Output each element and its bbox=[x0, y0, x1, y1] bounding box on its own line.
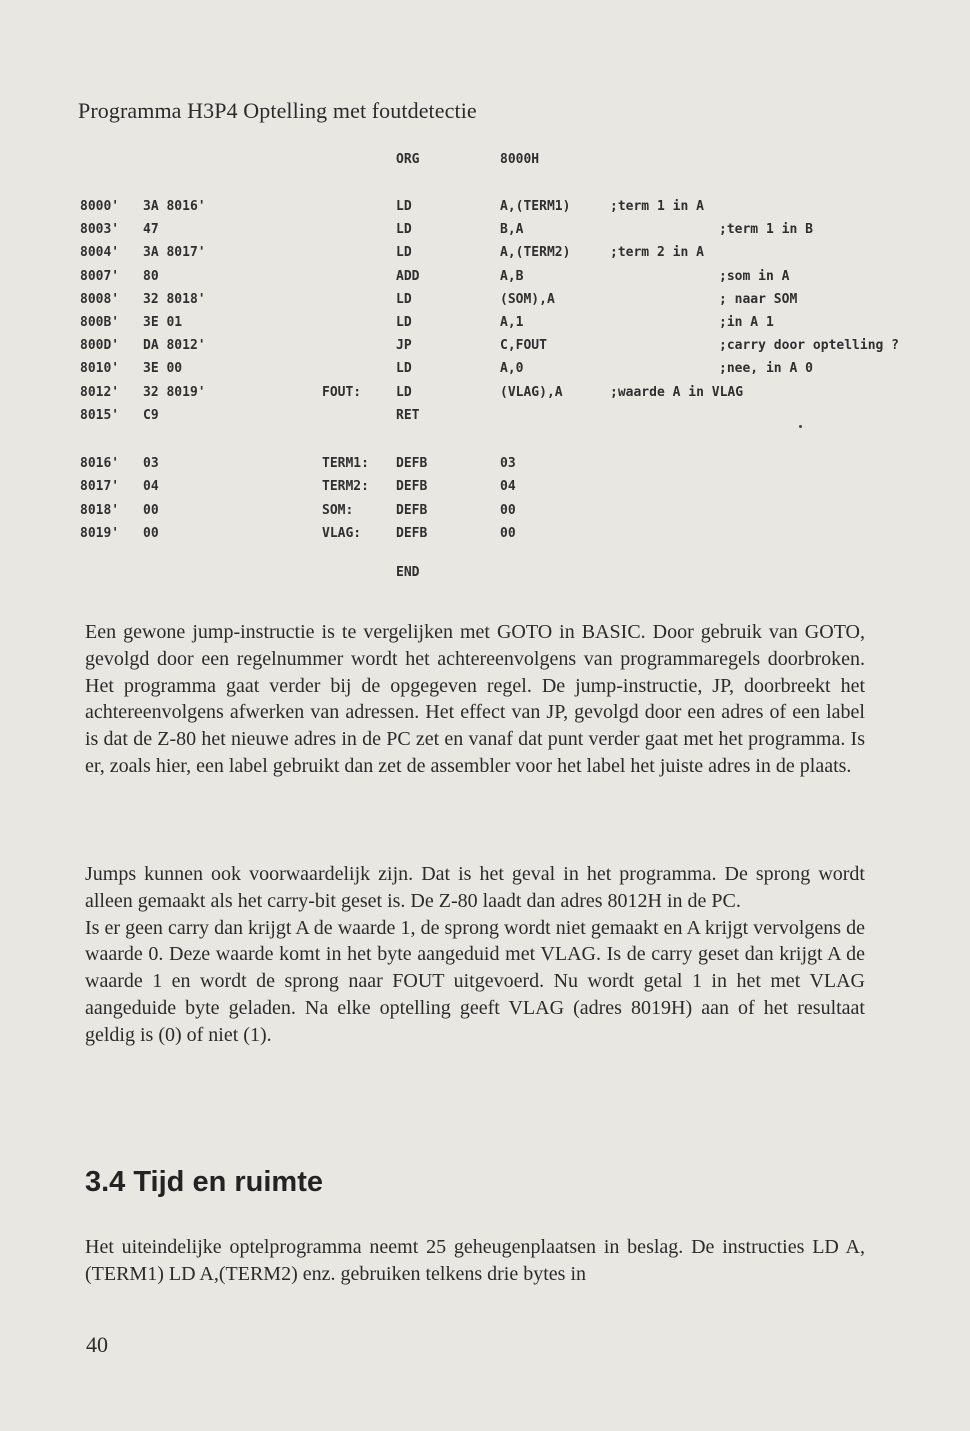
machine-code: 00 bbox=[143, 502, 159, 518]
machine-code: DA 8012' bbox=[143, 338, 206, 354]
machine-code: 00 bbox=[143, 525, 159, 541]
paragraph-conditional-jumps-a: Jumps kunnen ook voorwaardelijk zijn. Dat is het geval in het programma. De sprong wordt alleen gemaakt als het carry-bit geset is. De Z-80 laadt dan adres 8012H in de PC. bbox=[85, 863, 865, 912]
mnemonic: ADD bbox=[396, 268, 420, 284]
address: 8004' bbox=[80, 245, 120, 261]
comment: ; naar SOM bbox=[719, 291, 798, 307]
program-title: Programma H3P4 Optelling met foutdetectie bbox=[78, 98, 477, 123]
mnemonic: LD bbox=[396, 222, 412, 238]
mnemonic: LD bbox=[396, 199, 412, 214]
mnemonic: LD bbox=[396, 384, 412, 400]
paragraph-conditional-jumps-b: Is er geen carry dan krijgt A de waarde 1, de sprong wordt niet gemaakt en A krijgt vervolgens de waarde 0. Deze waarde komt in het byte aangeduid met VLAG. Is de carry geset dan krijgt A de waarde 1 en wordt de sprong naar FOUT uitgevoerd. Nu wordt getal 1 in het met VLAG aangeduide byte geladen. Na elke optelling geeft VLAG (adres 8019H) aan of het resultaat geldig is (0) of niet (1). bbox=[85, 916, 865, 1046]
machine-code: 47 bbox=[143, 222, 159, 238]
address: 8012' bbox=[80, 384, 120, 400]
mnemonic: LD bbox=[396, 315, 412, 330]
directive: DEFB bbox=[396, 502, 428, 518]
comment: ;term 1 in B bbox=[719, 222, 813, 238]
machine-code: C9 bbox=[143, 407, 159, 423]
org-line bbox=[0, 151, 540, 169]
section-heading: 3.4 Tijd en ruimte bbox=[85, 1166, 323, 1198]
machine-code: 04 bbox=[143, 479, 159, 495]
machine-code: 03 bbox=[143, 456, 159, 471]
operand: 8000H bbox=[500, 152, 540, 167]
mnemonic: RET bbox=[396, 407, 420, 423]
paragraph-jump-intro: Een gewone jump-instructie is te vergelijken met GOTO in BASIC. Door gebruik van GOTO, gevolgd door een regelnummer wordt het achtereenvolgens van programmaregels doorbroken. Het programma gaat verder bij de opgegeven regel. De jump-instructie, JP, doorbreekt het achtereenvolgens afwerken van adressen. Het effect van JP, gevolgd door een adres of een label is dat de Z-80 het nieuwe adres in de PC zet en vanaf dat punt verder gaat met het programma. Is er, zoals hier, een label gebruikt dan zet de assembler voor het label het juiste adres in de plaats. bbox=[85, 621, 865, 777]
address: 8000' bbox=[80, 199, 120, 214]
end-line bbox=[0, 564, 420, 582]
comment: ;in A 1 bbox=[719, 315, 774, 330]
address: 8018' bbox=[80, 502, 120, 518]
label: TERM2: bbox=[322, 479, 369, 495]
mnemonic: LD bbox=[396, 291, 412, 307]
operand: A,(TERM1) bbox=[500, 199, 571, 214]
comment: ;nee, in A 0 bbox=[719, 361, 813, 377]
operand: (SOM),A bbox=[500, 291, 555, 307]
address: 8019' bbox=[80, 525, 120, 541]
address: 8007' bbox=[80, 268, 120, 284]
operand: A,(TERM2) bbox=[500, 245, 571, 261]
machine-code: 3E 01 bbox=[143, 315, 183, 330]
address: 8017' bbox=[80, 479, 120, 495]
address: 8003' bbox=[80, 222, 120, 238]
comment: ;som in A bbox=[719, 268, 790, 284]
mnemonic: JP bbox=[396, 338, 412, 354]
operand: B,A bbox=[500, 222, 524, 238]
address: 8008' bbox=[80, 291, 120, 307]
speck bbox=[799, 425, 802, 428]
label: FOUT: bbox=[322, 384, 362, 400]
operand: A,0 bbox=[500, 361, 524, 377]
directive: DEFB bbox=[396, 479, 428, 495]
operand: A,B bbox=[500, 268, 524, 284]
operand: C,FOUT bbox=[500, 338, 547, 354]
comment: ;term 2 in A bbox=[610, 245, 704, 261]
mnemonic: LD bbox=[396, 361, 412, 377]
operand: 00 bbox=[500, 525, 516, 541]
address: 8016' bbox=[80, 456, 120, 471]
address: 800D' bbox=[80, 338, 120, 354]
machine-code: 32 8018' bbox=[143, 291, 206, 307]
machine-code: 32 8019' bbox=[143, 384, 206, 400]
address: 8015' bbox=[80, 407, 120, 423]
address: 800B' bbox=[80, 315, 120, 330]
directive: DEFB bbox=[396, 456, 428, 471]
directive: DEFB bbox=[396, 525, 428, 541]
machine-code: 3A 8016' bbox=[143, 199, 206, 214]
operand: (VLAG),A bbox=[500, 384, 563, 400]
machine-code: 3E 00 bbox=[143, 361, 183, 377]
paragraph-conditional-jumps bbox=[85, 861, 865, 1049]
directive: END bbox=[396, 565, 420, 580]
operand: 00 bbox=[500, 502, 516, 518]
label: SOM: bbox=[322, 502, 354, 518]
machine-code: 3A 8017' bbox=[143, 245, 206, 261]
machine-code: 80 bbox=[143, 268, 159, 284]
operand: 03 bbox=[500, 456, 516, 471]
operand: 04 bbox=[500, 479, 516, 495]
comment: ;waarde A in VLAG bbox=[610, 384, 744, 400]
mnemonic: LD bbox=[396, 245, 412, 261]
directive: ORG bbox=[396, 152, 420, 167]
label: TERM1: bbox=[322, 456, 369, 471]
comment: ;carry door optelling ? bbox=[719, 338, 900, 354]
label: VLAG: bbox=[322, 525, 362, 541]
page-number: 40 bbox=[86, 1332, 108, 1357]
comment: ;term 1 in A bbox=[610, 199, 704, 214]
paragraph-program-size: Het uiteindelijke optelprogramma neemt 25 geheugenplaatsen in beslag. De instructies LD A,(TERM1) LD A,(TERM2) enz. gebruiken telkens drie bytes in bbox=[85, 1236, 865, 1285]
operand: A,1 bbox=[500, 315, 524, 330]
address: 8010' bbox=[80, 361, 120, 377]
